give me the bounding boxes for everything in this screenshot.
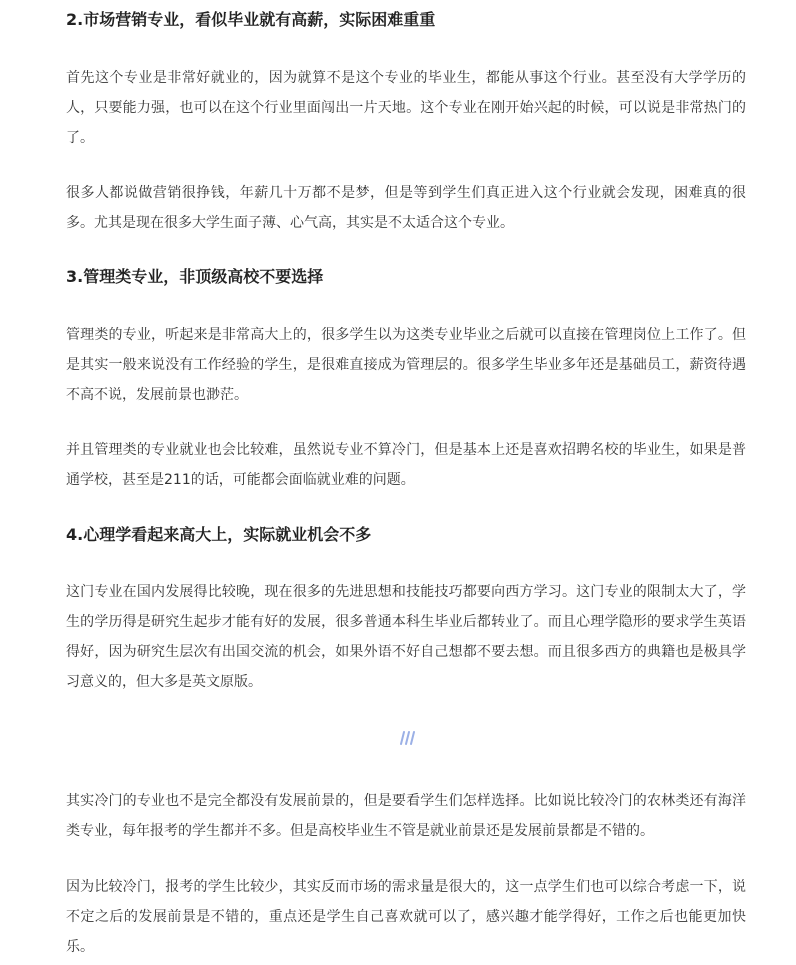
section-heading-marketing: 2.市场营销专业，看似毕业就有高薪，实际困难重重	[66, 10, 436, 29]
paragraph: 因为比较冷门，报考的学生比较少，其实反而市场的需求量是很大的，这一点学生们也可以综合考虑一下，说不定之后的发展前景是不错的，重点还是学生自己喜欢就可以了，感兴趣才能学得好，工作之后也能更加快乐。	[66, 879, 746, 955]
paragraph: 很多人都说做营销很挣钱，年薪几十万都不是梦，但是等到学生们真正进入这个行业就会发现，困难真的很多。尤其是现在很多大学生面子薄、心气高，其实是不太适合这个专业。	[66, 185, 746, 231]
paragraph: 其实冷门的专业也不是完全都没有发展前景的，但是要看学生们怎样选择。比如说比较冷门的农林类还有海洋类专业，每年报考的学生都并不多。但是高校毕业生不管是就业前景还是发展前景都是不错的。	[66, 793, 746, 839]
paragraph: 这门专业在国内发展得比较晚，现在很多的先进思想和技能技巧都要向西方学习。这门专业的限制太大了，学生的学历得是研究生起步才能有好的发展，很多普通本科生毕业后都转业了。而且心理学隐形的要求学生英语得好，因为研究生层次有出国交流的机会，如果外语不好自己想都不要去想。而且很多西方的典籍也是极具学习意义的，但大多是英文原版。	[66, 584, 746, 690]
paragraph: 首先这个专业是非常好就业的，因为就算不是这个专业的毕业生，都能从事这个行业。甚至没有大学学历的人，只要能力强，也可以在这个行业里面闯出一片天地。这个专业在刚开始兴起的时候，可以说是非常热门的了。	[66, 70, 746, 146]
separator-slashes-icon	[397, 730, 417, 746]
paragraph: 管理类的专业，听起来是非常高大上的，很多学生以为这类专业毕业之后就可以直接在管理岗位上工作了。但是其实一般来说没有工作经验的学生，是很难直接成为管理层的。很多学生毕业多年还是基础员工，薪资待遇不高不说，发展前景也渺茫。	[66, 327, 746, 403]
section-heading-psychology: 4.心理学看起来高大上，实际就业机会不多	[66, 525, 372, 544]
paragraph: 并且管理类的专业就业也会比较难，虽然说专业不算冷门，但是基本上还是喜欢招聘名校的毕业生，如果是普通学校，甚至是211的话，可能都会面临就业难的问题。	[66, 442, 746, 488]
section-heading-management: 3.管理类专业，非顶级高校不要选择	[66, 267, 324, 286]
